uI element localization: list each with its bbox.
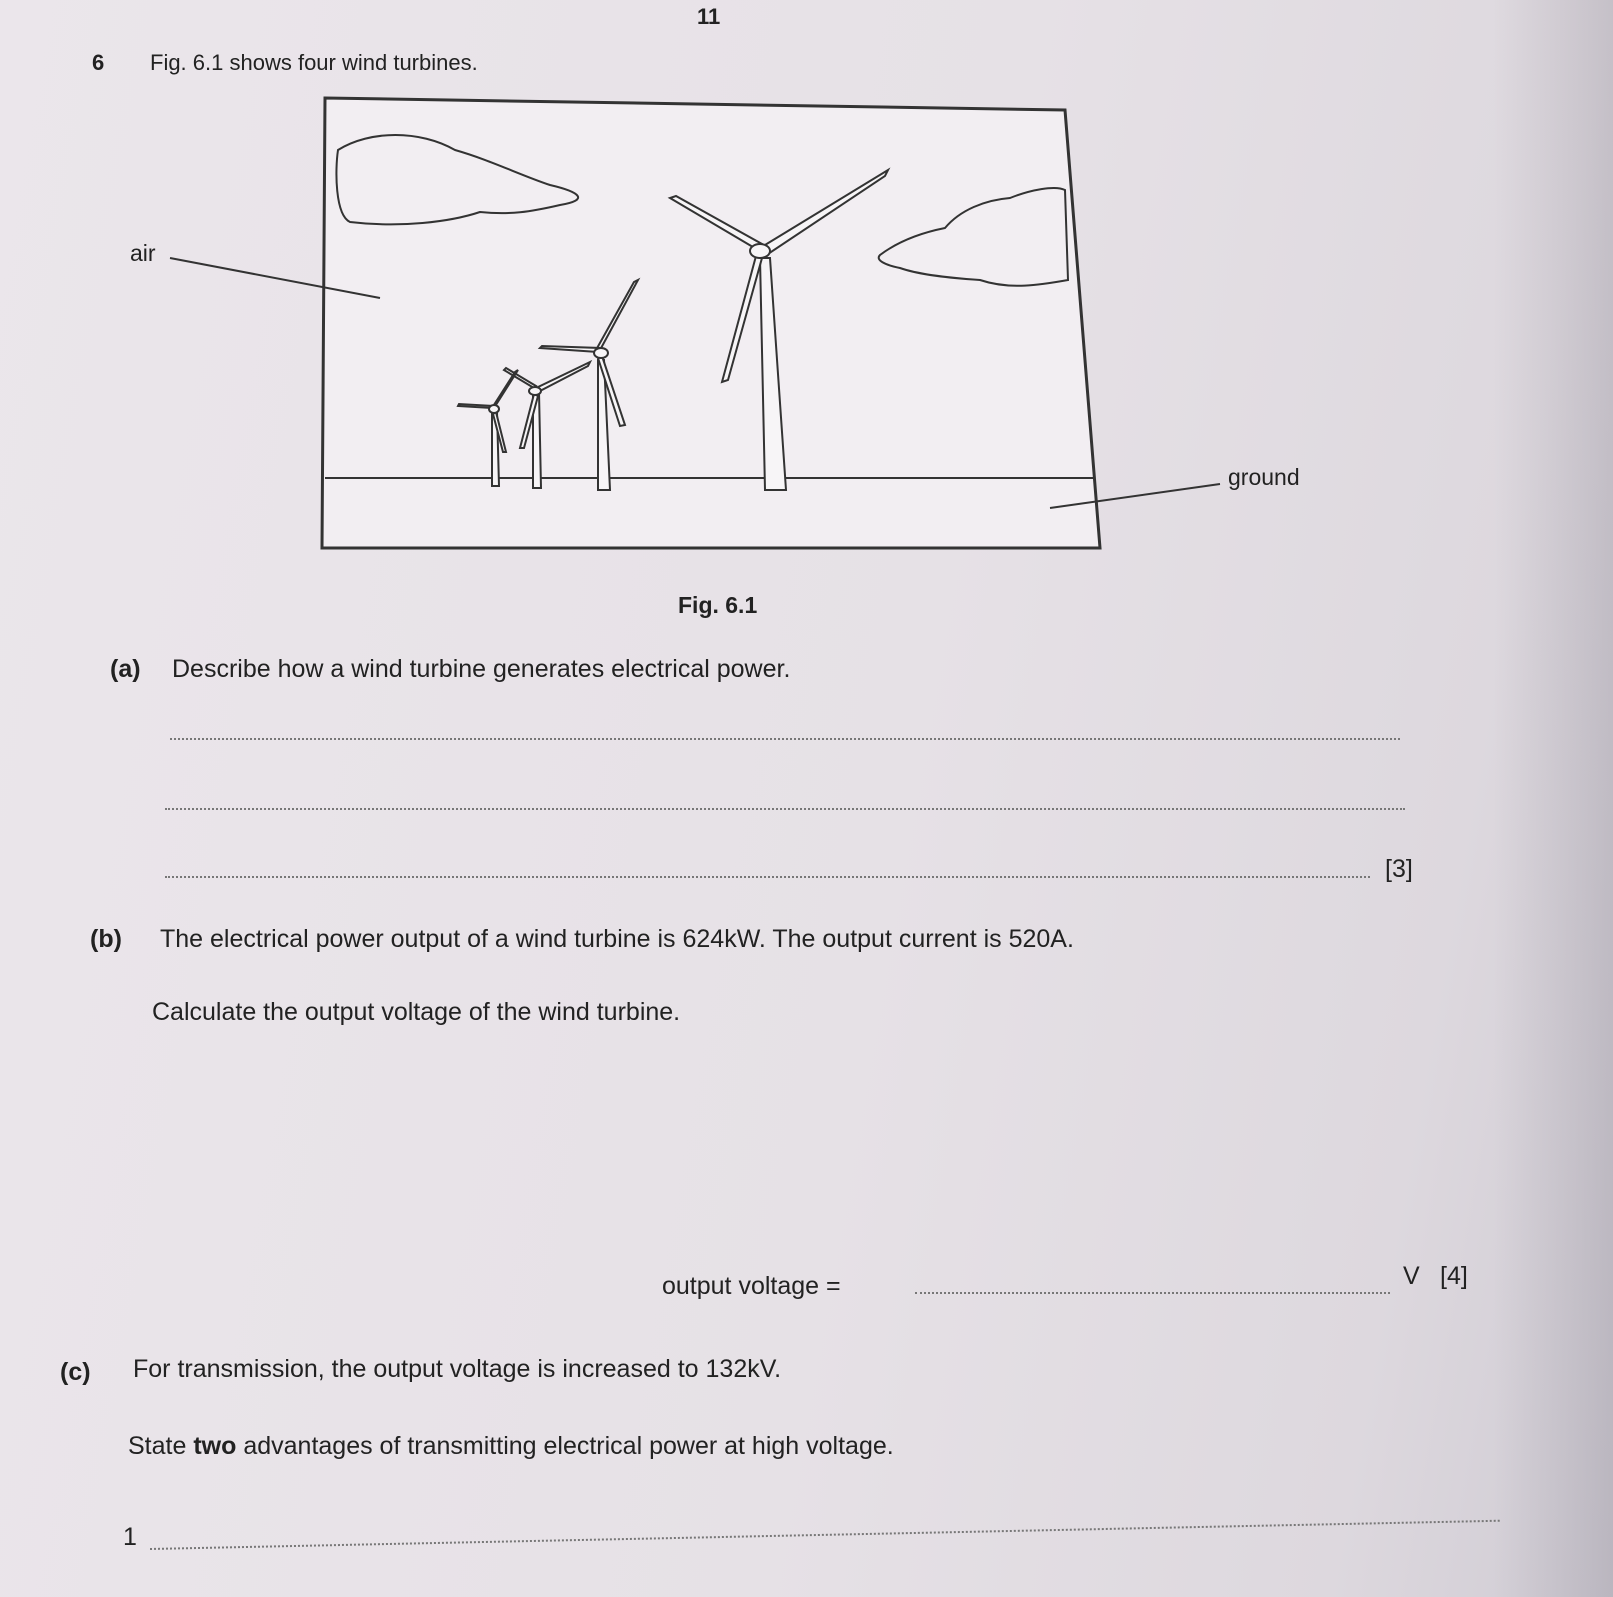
instruction-two-emphasis: two — [193, 1432, 237, 1460]
answer-line-a-2[interactable] — [165, 808, 1405, 810]
instruction-state: State — [128, 1432, 187, 1460]
part-b-letter: (b) — [90, 925, 122, 953]
turbine-large-hub — [750, 244, 770, 258]
answer-1-label: 1 — [123, 1523, 137, 1551]
question-intro: Fig. 6.1 shows four wind turbines. — [150, 50, 478, 75]
question-number: 6 — [92, 50, 105, 75]
voltage-unit: V — [1403, 1262, 1420, 1290]
ground-label: ground — [1228, 464, 1300, 490]
turbine-3-hub — [529, 387, 541, 395]
part-a-letter: (a) — [110, 655, 141, 683]
turbine-2-hub — [594, 348, 608, 358]
part-b-marks: [4] — [1440, 1262, 1468, 1290]
part-b-question: The electrical power output of a wind turbine is 624kW. The output current is 520A. — [160, 925, 1074, 953]
answer-line-a-3[interactable] — [165, 876, 1370, 878]
part-b-instruction: Calculate the output voltage of the wind turbine. — [152, 998, 681, 1026]
part-a-marks: [3] — [1385, 855, 1413, 883]
figure-caption: Fig. 6.1 — [678, 592, 758, 618]
part-c-instruction — [128, 1432, 894, 1461]
part-c-question: For transmission, the output voltage is increased to 132kV. — [133, 1355, 782, 1383]
instruction-rest: advantages of transmitting electrical power at high voltage. — [243, 1432, 894, 1460]
page-number: 11 — [697, 4, 721, 29]
air-label: air — [130, 240, 156, 266]
answer-line-a-1[interactable] — [170, 738, 1400, 740]
figure-frame — [322, 98, 1100, 548]
part-a-question: Describe how a wind turbine generates electrical power. — [172, 655, 791, 683]
output-voltage-answer-line[interactable] — [915, 1292, 1390, 1294]
output-voltage-label: output voltage = — [662, 1272, 841, 1300]
turbine-small-hub — [489, 405, 499, 413]
part-c-letter: (c) — [60, 1358, 91, 1386]
